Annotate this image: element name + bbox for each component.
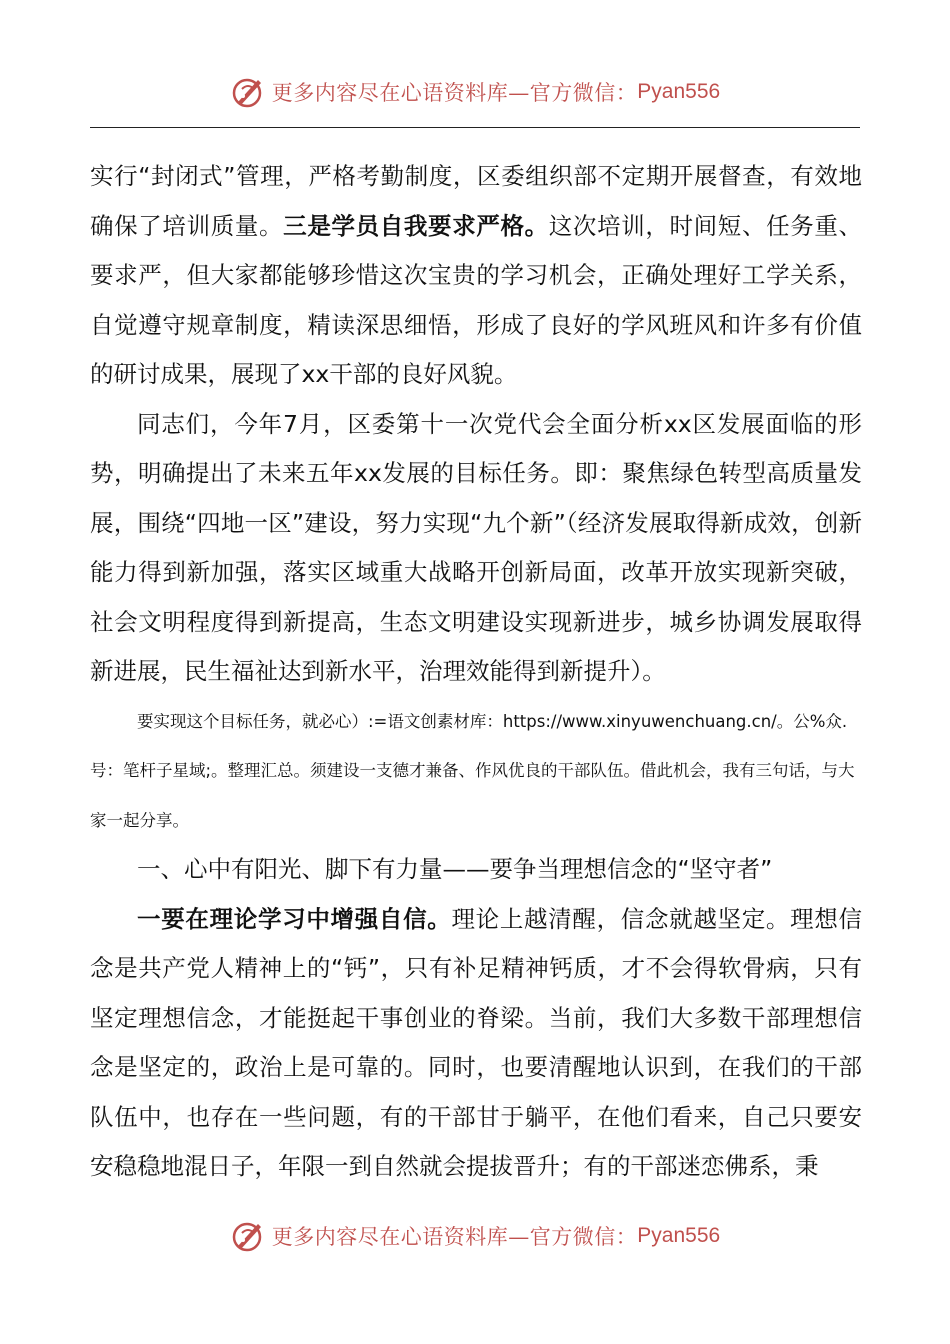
header-banner: [0, 70, 950, 114]
footer-banner-wechat-id: Pyan556: [637, 1224, 721, 1247]
paragraph-5-text: 理论上越清醒，信念就越坚定。理想信念是共产党人精神上的“钙”，只有补足精神钙质，才不会得软骨病，只有坚定理想信念，才能挺起干事创业的脊梁。当前，我们大多数干部理想信念是坚定的，政治上是可靠的。同时，也要清醒地认识到，在我们的干部队伍中，也存在一些问题，有的干部甘于躺平，在他们看来，自己只要安安稳稳地混日子，年限一到自然就会提拔晋升；有的干部迷恋佛系，秉: [90, 904, 863, 1180]
paragraph-2: 同志们，今年7月，区委第十一次党代会全面分析xx区发展面临的形势，明确提出了未来五年xx发展的目标任务。即：聚焦绿色转型高质量发展，围绕“四地一区”建设，努力实现“九个新”（经济发展取得新成效，创新能力得到新加强，落实区域重大战略开创新局面，改革开放实现新突破，社会文明程度得到新提高，生态文明建设实现新进步，城乡协调发展取得新进展，民生福祉达到新水平，治理效能得到新提升）。: [90, 409, 862, 685]
paragraph-3: 要实现这个目标任务，就必心）:=语文创素材库：https://www.xinyuwenchuang.cn/。公%众.号：笔杆子星域;。整理汇总。须建设一支德才兼备、作风优良的干部队伍。借此机会，我有三句话，与大家一起分享。: [90, 711, 855, 830]
footer-banner: [0, 1214, 950, 1258]
header-divider: [90, 127, 860, 128]
paragraph-5-bold: 一要在理论学习中增强自信。: [137, 904, 452, 933]
paragraph-5: [90, 895, 862, 1192]
paragraph-1-text-b: 这次培训，时间短、任务重、要求严，但大家都能够珍惜这次宝贵的学习机会，正确处理好工学关系，自觉遵守规章制度，精读深思细悟，形成了良好的学风班风和许多有价值的研讨成果，展现了xx干部的良好风貌。: [90, 211, 863, 388]
paragraph-1-bold: 三是学员自我要求严格。: [283, 211, 549, 240]
section-heading-1: 一、心中有阳光、脚下有力量——要争当理想信念的“坚守者”: [137, 855, 773, 883]
pen-logo-icon: [230, 74, 266, 110]
banner-text: 更多内容尽在心语资料库—官方微信：: [271, 81, 638, 105]
document-body: [90, 152, 862, 1192]
paragraph-1: [90, 152, 862, 400]
pen-logo-icon: [230, 1218, 266, 1254]
paragraph-1-text-a: 实行“封闭式”管理，严格考勤制度，区委组织部不定期开展督查，有效地确保了培训质量。: [90, 162, 862, 240]
footer-banner-text: 更多内容尽在心语资料库—官方微信：: [271, 1225, 638, 1249]
banner-wechat-id: Pyan556: [637, 80, 721, 103]
